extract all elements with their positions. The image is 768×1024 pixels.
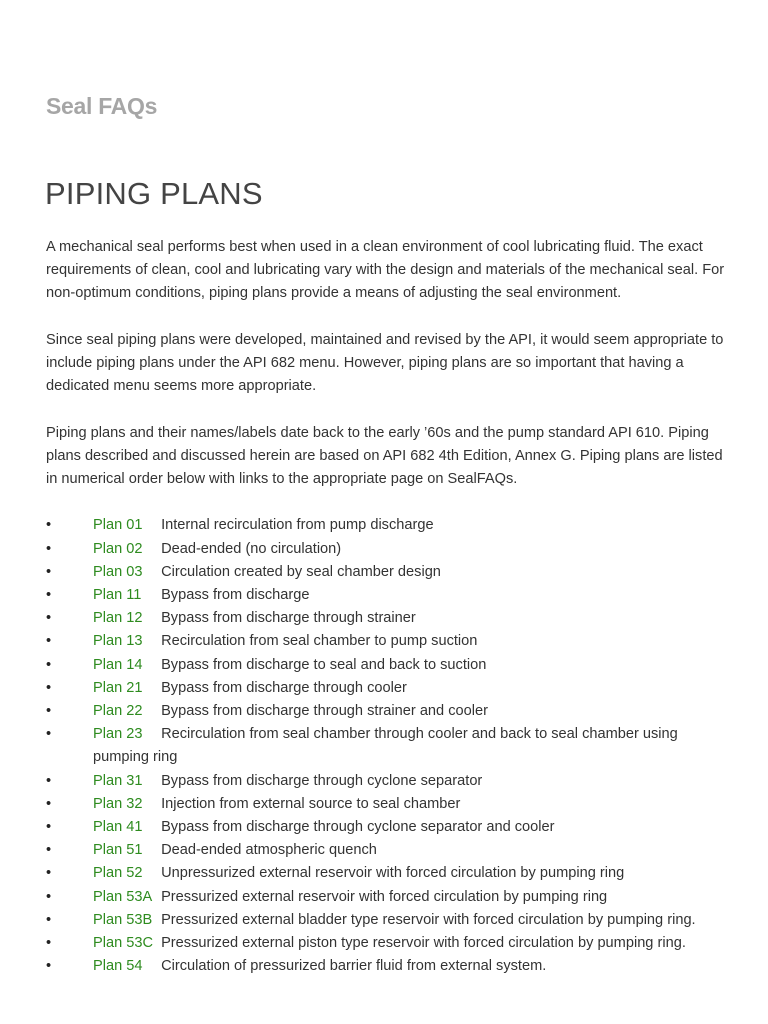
plan-description: Internal recirculation from pump discharge: [161, 517, 434, 534]
plan-list-item: [46, 700, 726, 723]
article-content: [46, 236, 726, 978]
plan-list-item: [46, 839, 726, 862]
plan-list-item: [46, 723, 726, 769]
plan-description: Pressurized external bladder type reservoir with forced circulation by pumping ring.: [161, 911, 696, 928]
plan-description: Recirculation from seal chamber through cooler and back to seal chamber using pumping ring: [93, 726, 678, 766]
plan-description: Bypass from discharge through cyclone separator: [161, 772, 483, 789]
plan-link-51[interactable]: Plan 51: [93, 842, 143, 859]
page-title: PIPING PLANS: [45, 176, 263, 211]
plan-list-item: [46, 886, 726, 909]
plan-link-32[interactable]: Plan 32: [93, 795, 143, 812]
plan-link-02[interactable]: Plan 02: [93, 540, 143, 557]
piping-plan-list: [46, 514, 726, 978]
plan-link-53a[interactable]: Plan 53A: [93, 888, 153, 905]
intro-paragraph: A mechanical seal performs best when used in a clean environment of cool lubricating fluid. The exact requirements of clean, cool and lubricating vary with the design and materials of the mechanical seal. For non-optimum conditions, piping plans provide a means of adjusting the seal environment.: [46, 239, 725, 302]
plan-list-item: [46, 514, 726, 537]
plan-list-item: [46, 584, 726, 607]
plan-link-41[interactable]: Plan 41: [93, 819, 143, 836]
plan-description: Bypass from discharge: [161, 587, 310, 603]
plan-description: Bypass from discharge through cyclone separator and cooler: [161, 819, 555, 836]
plan-list-item: [46, 932, 726, 955]
plan-link-01[interactable]: Plan 01: [93, 517, 143, 534]
plan-link-12[interactable]: Plan 12: [93, 610, 143, 627]
history-paragraph: Piping plans and their names/labels date back to the early ’60s and the pump standard API 610. Piping plans described and discussed herein are based on API 682 4th Edition, Annex G. Piping plans are listed in numerical order below with links to the appropriate page on SealFAQs.: [46, 424, 723, 487]
plan-link-31[interactable]: Plan 31: [93, 772, 143, 789]
plan-list-item: [46, 770, 726, 793]
plan-list-item: [46, 955, 726, 978]
site-title[interactable]: Seal FAQs: [46, 93, 158, 119]
plan-description: Dead-ended atmospheric quench: [161, 842, 377, 859]
plan-description: Bypass from discharge to seal and back to suction: [161, 656, 487, 673]
plan-list-item: [46, 607, 726, 630]
plan-list-item: [46, 862, 726, 885]
plan-description: Bypass from discharge through cooler: [161, 679, 407, 696]
plan-description: Injection from external source to seal chamber: [161, 795, 461, 812]
plan-list-item: [46, 561, 726, 584]
plan-link-53c[interactable]: Plan 53C: [93, 935, 154, 952]
plan-description: Unpressurized external reservoir with forced circulation by pumping ring: [161, 865, 625, 882]
plan-link-22[interactable]: Plan 22: [93, 703, 143, 720]
plan-list-item: [46, 793, 726, 816]
plan-description: Pressurized external piston type reservoir with forced circulation by pumping ring.: [161, 935, 686, 952]
plan-link-11[interactable]: Plan 11: [93, 587, 142, 603]
plan-list-item: [46, 630, 726, 653]
plan-list-item: [46, 538, 726, 561]
plan-link-14[interactable]: Plan 14: [93, 656, 143, 673]
plan-description: Pressurized external reservoir with forced circulation by pumping ring: [161, 888, 608, 905]
plan-link-53b[interactable]: Plan 53B: [93, 911, 153, 928]
plan-link-21[interactable]: Plan 21: [93, 679, 143, 696]
plan-list-item: [46, 816, 726, 839]
plan-description: Circulation of pressurized barrier fluid from external system.: [161, 958, 547, 975]
plan-link-03[interactable]: Plan 03: [93, 563, 143, 580]
plan-description: Bypass from discharge through strainer and cooler: [161, 703, 488, 720]
plan-list-item: [46, 677, 726, 700]
plan-list-item: [46, 654, 726, 677]
plan-link-52[interactable]: Plan 52: [93, 865, 143, 882]
plan-description: Bypass from discharge through strainer: [161, 610, 416, 627]
plan-description: Recirculation from seal chamber to pump suction: [161, 633, 478, 650]
plan-link-13[interactable]: Plan 13: [93, 633, 143, 650]
plan-description: Circulation created by seal chamber design: [161, 563, 441, 580]
plan-description: Dead-ended (no circulation): [161, 540, 342, 557]
plan-list-item: [46, 909, 726, 932]
api-paragraph: Since seal piping plans were developed, maintained and revised by the API, it would seem appropriate to include piping plans under the API 682 menu. However, piping plans are so important that having a dedicated menu seems more appropriate.: [46, 331, 724, 395]
plan-link-54[interactable]: Plan 54: [93, 958, 143, 975]
plan-link-23[interactable]: Plan 23: [93, 726, 143, 743]
